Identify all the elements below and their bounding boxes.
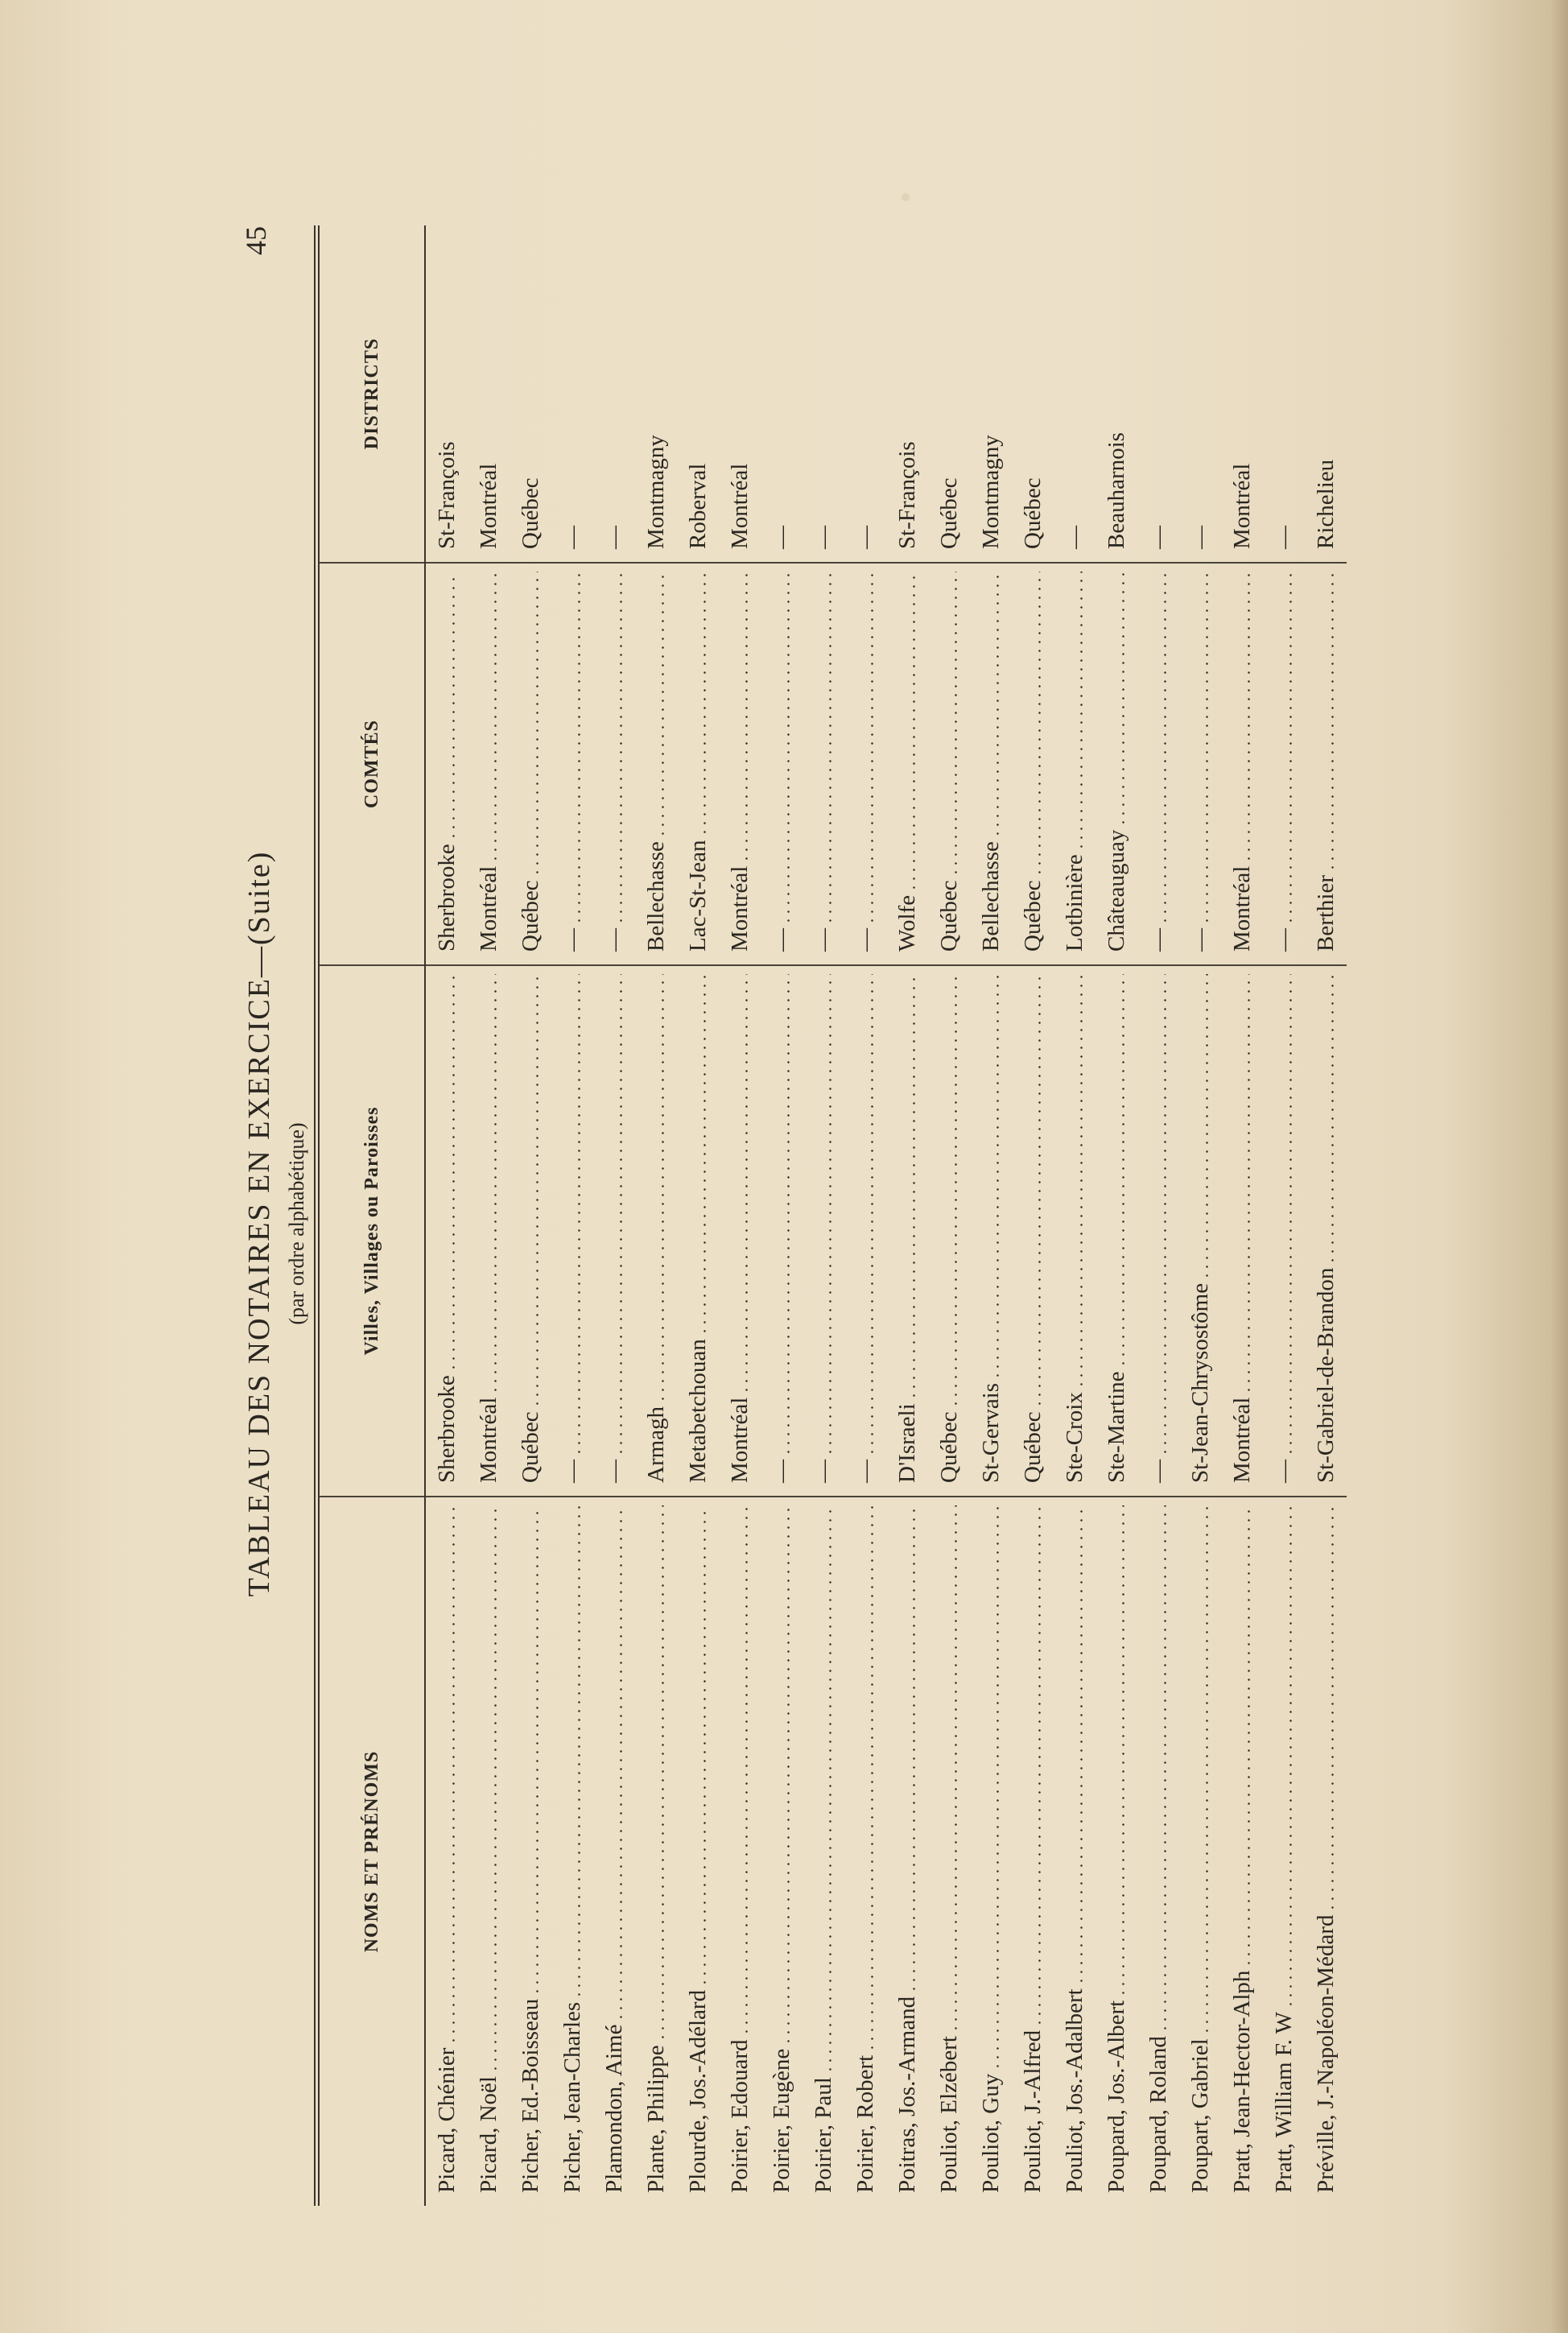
district-cell: [803, 225, 844, 564]
ville-cell-text: Québec: [517, 1411, 543, 1483]
page-number: 45: [240, 226, 272, 255]
rotated-table-page: [241, 225, 1562, 2222]
table-row: [1012, 225, 1054, 2206]
leader-dots: [494, 572, 497, 863]
ville-cell: [1221, 966, 1263, 1497]
name-cell: [886, 1497, 928, 2206]
comte-cell: [426, 564, 468, 966]
leader-dots: [1248, 572, 1250, 863]
name-cell-text: Pouliot, J.-Alfred: [1019, 2030, 1046, 2193]
leader-dots: [1248, 974, 1250, 1394]
district-cell-text: Québec: [517, 477, 543, 549]
leader-dots: [536, 572, 538, 877]
leader-dots: [829, 974, 831, 1456]
district-cell-text: Richelieu: [1312, 459, 1339, 549]
district-cell: [635, 225, 677, 564]
leader-dots: [955, 1505, 957, 2033]
leader-dots: [1122, 1505, 1124, 1997]
table-row: [677, 225, 719, 2206]
leader-dots: [997, 974, 999, 1380]
leader-dots: [745, 572, 748, 863]
district-cell-text: Roberval: [684, 463, 711, 549]
ville-cell-text: —: [600, 1460, 627, 1483]
name-cell: [1305, 1497, 1347, 2206]
leader-dots: [787, 572, 790, 925]
ville-cell: [551, 966, 593, 1497]
ville-cell: [719, 966, 761, 1497]
name-cell-text: Plourde, Jos.-Adélard: [684, 1989, 711, 2193]
comte-cell: [1263, 564, 1305, 966]
table-row: [635, 225, 677, 2206]
header-names: NOMS ET PRÉNOMS: [361, 1750, 382, 1953]
table-top-rule: [314, 225, 320, 2206]
district-cell-text: Montréal: [726, 463, 753, 549]
leader-dots: [1289, 974, 1292, 1456]
ville-cell: [468, 966, 510, 1497]
leader-dots: [829, 572, 831, 925]
ville-cell: [761, 966, 803, 1497]
comte-cell-text: Bellechasse: [977, 841, 1004, 952]
district-cell-text: —: [1270, 526, 1297, 549]
name-cell: [1054, 1497, 1096, 2206]
comte-cell-text: —: [559, 928, 585, 952]
header-districts: DISTRICTS: [320, 225, 424, 564]
district-cell: [886, 225, 928, 564]
leader-dots: [913, 974, 915, 1400]
name-cell: [719, 1497, 761, 2206]
ville-cell-text: Metabetchouan: [684, 1339, 711, 1483]
name-cell-text: Préville, J.-Napoléon-Médard: [1312, 1914, 1339, 2193]
ville-cell-text: St-Gervais: [977, 1382, 1004, 1483]
leader-dots: [787, 974, 790, 1456]
district-cell-text: Québec: [1019, 477, 1046, 549]
name-cell: [1096, 1497, 1137, 2206]
ville-cell-text: Montréal: [1228, 1397, 1255, 1483]
district-cell: [1263, 225, 1305, 564]
district-cell: [593, 225, 635, 564]
leader-dots: [1164, 974, 1166, 1456]
leader-dots: [871, 974, 873, 1456]
name-cell-text: Pratt, William F. W: [1270, 2011, 1297, 2193]
leader-dots: [1289, 572, 1292, 925]
name-cell: [1179, 1497, 1221, 2206]
table-row: [1263, 225, 1305, 2206]
ville-cell: [1305, 966, 1347, 1497]
district-cell: [719, 225, 761, 564]
leader-dots: [578, 974, 580, 1456]
district-cell-text: —: [768, 526, 794, 549]
comte-cell: [803, 564, 844, 966]
comte-cell-text: —: [768, 928, 794, 952]
leader-dots: [1122, 572, 1124, 827]
leader-dots: [745, 1505, 748, 2036]
comte-cell: [468, 564, 510, 966]
leader-dots: [1038, 974, 1041, 1408]
table-row: [1305, 225, 1347, 2206]
name-cell: [426, 1497, 468, 2206]
leader-dots: [536, 1505, 538, 1996]
comte-cell-text: Québec: [1019, 880, 1046, 952]
comte-cell: [1137, 564, 1179, 966]
district-cell-text: Beauharnois: [1103, 432, 1129, 549]
leader-dots: [913, 1505, 915, 1993]
leader-dots: [620, 1505, 622, 2021]
district-cell: [844, 225, 886, 564]
comte-cell-text: —: [810, 928, 836, 952]
district-cell-text: —: [559, 526, 585, 549]
district-cell: [677, 225, 719, 564]
ville-cell-text: —: [768, 1460, 794, 1483]
leader-dots: [494, 974, 497, 1394]
leader-dots: [452, 572, 455, 840]
leader-dots: [578, 1505, 580, 1999]
table-row: [761, 225, 803, 2206]
leader-dots: [662, 1505, 664, 2042]
name-cell-text: Poupard, Jos.-Albert: [1103, 2000, 1129, 2193]
comte-cell-text: Québec: [517, 880, 543, 952]
leader-dots: [704, 1505, 706, 1987]
header-villes: Villes, Villages ou Paroisses: [320, 966, 424, 1497]
name-cell: [677, 1497, 719, 2206]
leader-dots: [997, 572, 999, 838]
district-cell: [1054, 225, 1096, 564]
ville-cell-text: —: [559, 1460, 585, 1483]
leader-dots: [1248, 1505, 1250, 1968]
ville-cell: [1137, 966, 1179, 1497]
name-cell-text: Poirier, Robert: [852, 2054, 878, 2193]
notaires-table: [314, 225, 1347, 2206]
name-cell: [1263, 1497, 1305, 2206]
district-cell: [1137, 225, 1179, 564]
ville-cell-text: —: [810, 1460, 836, 1483]
ville-cell: [593, 966, 635, 1497]
ville-cell: [886, 966, 928, 1497]
leader-dots: [1331, 1505, 1334, 1912]
district-cell: [426, 225, 468, 564]
table-row: [593, 225, 635, 2206]
table-row: [970, 225, 1012, 2206]
ville-cell-text: Québec: [935, 1411, 962, 1483]
comte-cell-text: Wolfe: [893, 894, 920, 952]
comte-cell-text: Montréal: [1228, 865, 1255, 952]
comte-cell: [1179, 564, 1221, 966]
name-cell: [761, 1497, 803, 2206]
leader-dots: [787, 1505, 790, 2046]
district-cell: [1096, 225, 1137, 564]
name-cell-text: Poirier, Edouard: [726, 2039, 753, 2193]
table-row: [551, 225, 593, 2206]
district-cell: [761, 225, 803, 564]
comte-cell-text: Montréal: [475, 865, 501, 952]
table-body: [426, 225, 1347, 2206]
comte-cell: [719, 564, 761, 966]
comte-cell: [551, 564, 593, 966]
leader-dots: [1206, 1505, 1208, 2035]
ville-cell-text: Ste-Croix: [1061, 1392, 1087, 1483]
comte-cell-text: Sherbrooke: [433, 844, 460, 952]
leader-dots: [955, 974, 957, 1408]
name-cell-text: Poirier, Eugène: [768, 2048, 794, 2193]
comte-cell: [886, 564, 928, 966]
name-cell-text: Pouliot, Jos.-Adalbert: [1061, 1988, 1087, 2193]
name-cell-text: Plante, Philippe: [642, 2045, 669, 2193]
comte-cell-text: —: [1186, 928, 1213, 952]
district-cell: [928, 225, 970, 564]
name-cell-text: Picher, Jean-Charles: [559, 2001, 585, 2193]
ville-cell-text: —: [1145, 1460, 1171, 1483]
name-cell: [803, 1497, 844, 2206]
leader-dots: [1164, 572, 1166, 925]
district-cell-text: —: [852, 526, 878, 549]
comte-cell: [1096, 564, 1137, 966]
name-cell-text: Plamondon, Aimé: [600, 2024, 627, 2193]
name-cell: [551, 1497, 593, 2206]
comte-cell-text: Lac-St-Jean: [684, 840, 711, 952]
district-cell: [1305, 225, 1347, 564]
comte-cell-text: Montréal: [726, 865, 753, 952]
ville-cell-text: St-Gabriel-de-Brandon: [1312, 1267, 1339, 1483]
district-cell: [551, 225, 593, 564]
name-cell-text: Pratt, Jean-Hector-Alph: [1228, 1970, 1255, 2193]
name-cell: [1137, 1497, 1179, 2206]
comte-cell: [844, 564, 886, 966]
comte-cell-text: —: [600, 928, 627, 952]
ville-cell: [928, 966, 970, 1497]
comte-cell-text: Québec: [935, 880, 962, 952]
leader-dots: [452, 1505, 455, 2045]
district-cell-text: Montmagny: [642, 435, 669, 549]
table-row: [886, 225, 928, 2206]
district-cell: [468, 225, 510, 564]
district-cell-text: Montmagny: [977, 435, 1004, 549]
ville-cell-text: D'Israeli: [893, 1403, 920, 1483]
ville-cell: [1263, 966, 1305, 1497]
leader-dots: [1289, 1505, 1292, 2009]
leader-dots: [1038, 572, 1041, 877]
name-cell-text: Picard, Chénier: [433, 2047, 460, 2193]
district-cell-text: Montréal: [1228, 463, 1255, 549]
district-cell-text: Montréal: [475, 463, 501, 549]
leader-dots: [1206, 974, 1208, 1280]
comte-cell-text: Berthier: [1312, 874, 1339, 952]
ville-cell: [1012, 966, 1054, 1497]
ville-cell: [1054, 966, 1096, 1497]
comte-cell-text: Châteauguay: [1103, 829, 1129, 952]
table-row: [1096, 225, 1137, 2206]
leader-dots: [955, 572, 957, 877]
district-cell: [970, 225, 1012, 564]
name-cell: [970, 1497, 1012, 2206]
comte-cell: [510, 564, 551, 966]
comte-cell-text: Bellechasse: [642, 841, 669, 952]
leader-dots: [704, 974, 706, 1336]
name-cell-text: Pouliot, Guy: [977, 2073, 1004, 2193]
leader-dots: [1164, 1505, 1166, 2033]
leader-dots: [704, 572, 706, 837]
ville-cell: [844, 966, 886, 1497]
district-cell-text: —: [600, 526, 627, 549]
table-row: [1054, 225, 1096, 2206]
page-title: TABLEAU DES NOTAIRES EN EXERCICE—(Suite): [242, 850, 276, 1597]
header-comtes: COMTÉS: [320, 564, 424, 966]
paper-speck: [902, 193, 910, 201]
table-row: [426, 225, 468, 2206]
leader-dots: [1331, 974, 1334, 1265]
comte-cell: [593, 564, 635, 966]
name-cell-text: Poupart, Gabriel: [1186, 2038, 1213, 2193]
comte-cell-text: Lotbinière: [1061, 854, 1087, 952]
comte-cell-text: —: [1145, 928, 1171, 952]
district-cell-text: St-François: [433, 441, 460, 549]
comte-cell: [1054, 564, 1096, 966]
leader-dots: [536, 974, 538, 1408]
leader-dots: [913, 572, 915, 892]
leader-dots: [1080, 1505, 1083, 1985]
comte-cell: [761, 564, 803, 966]
table-row: [719, 225, 761, 2206]
leader-dots: [452, 974, 455, 1372]
district-cell-text: St-François: [893, 441, 920, 549]
name-cell: [468, 1497, 510, 2206]
name-cell-text: Poupard, Roland: [1145, 2036, 1171, 2193]
name-cell: [1221, 1497, 1263, 2206]
name-cell-text: Poitras, Jos.-Armand: [893, 1996, 920, 2193]
ville-cell: [677, 966, 719, 1497]
ville-cell-text: Sherbrooke: [433, 1375, 460, 1483]
table-row: [928, 225, 970, 2206]
ville-cell: [635, 966, 677, 1497]
ville-cell: [803, 966, 844, 1497]
leader-dots: [662, 572, 664, 838]
name-cell: [844, 1497, 886, 2206]
ville-cell-text: —: [1270, 1460, 1297, 1483]
name-cell-text: Picher, Ed.-Boisseau: [517, 1998, 543, 2193]
ville-cell-text: Montréal: [475, 1397, 501, 1483]
table-row: [844, 225, 886, 2206]
name-cell: [635, 1497, 677, 2206]
name-cell-text: Picard, Noël: [475, 2076, 501, 2193]
district-cell-text: —: [1145, 526, 1171, 549]
page-subtitle: (par ordre alphabétique): [285, 1122, 308, 1325]
leader-dots: [1206, 572, 1208, 925]
district-cell: [1221, 225, 1263, 564]
ville-cell-text: Québec: [1019, 1411, 1046, 1483]
leader-dots: [494, 1505, 497, 2073]
ville-cell-text: Armagh: [642, 1406, 669, 1483]
leader-dots: [997, 1505, 999, 2071]
leader-dots: [871, 1505, 873, 2052]
comte-cell: [635, 564, 677, 966]
table-row: [510, 225, 551, 2206]
comte-cell-text: —: [852, 928, 878, 952]
leader-dots: [745, 974, 748, 1394]
table-row: [1221, 225, 1263, 2206]
leader-dots: [1038, 1505, 1041, 2027]
ville-cell: [1179, 966, 1221, 1497]
comte-cell: [1221, 564, 1263, 966]
ville-cell: [510, 966, 551, 1497]
name-cell: [928, 1497, 970, 2206]
table-row: [468, 225, 510, 2206]
leader-dots: [1080, 974, 1083, 1389]
leader-dots: [662, 974, 664, 1403]
ville-cell: [426, 966, 468, 1497]
district-cell-text: —: [810, 526, 836, 549]
comte-cell-text: —: [1270, 928, 1297, 952]
district-cell: [1012, 225, 1054, 564]
comte-cell: [677, 564, 719, 966]
ville-cell-text: St-Jean-Chrysostôme: [1186, 1282, 1213, 1483]
leader-dots: [620, 572, 622, 925]
leader-dots: [1080, 572, 1083, 851]
comte-cell: [970, 564, 1012, 966]
leader-dots: [578, 572, 580, 925]
leader-dots: [620, 974, 622, 1456]
district-cell: [510, 225, 551, 564]
ville-cell: [970, 966, 1012, 1497]
district-cell-text: —: [1186, 526, 1213, 549]
comte-cell: [1012, 564, 1054, 966]
name-cell-text: Poirier, Paul: [810, 2077, 836, 2193]
district-cell-text: —: [1061, 526, 1087, 549]
ville-cell-text: Ste-Martine: [1103, 1371, 1129, 1483]
table-header-row: [320, 225, 424, 2206]
comte-cell: [1305, 564, 1347, 966]
table-row: [803, 225, 844, 2206]
leader-dots: [829, 1505, 831, 2074]
ville-cell-text: Montréal: [726, 1397, 753, 1483]
name-cell-text: Pouliot, Elzébert: [935, 2036, 962, 2193]
table-row: [1137, 225, 1179, 2206]
leader-dots: [1331, 572, 1334, 872]
name-cell: [593, 1497, 635, 2206]
leader-dots: [871, 572, 873, 925]
ville-cell-text: —: [852, 1460, 878, 1483]
table-row: [1179, 225, 1221, 2206]
district-cell-text: Québec: [935, 477, 962, 549]
leader-dots: [1122, 974, 1124, 1368]
name-cell: [510, 1497, 551, 2206]
district-cell: [1179, 225, 1221, 564]
comte-cell: [928, 564, 970, 966]
name-cell: [1012, 1497, 1054, 2206]
ville-cell: [1096, 966, 1137, 1497]
